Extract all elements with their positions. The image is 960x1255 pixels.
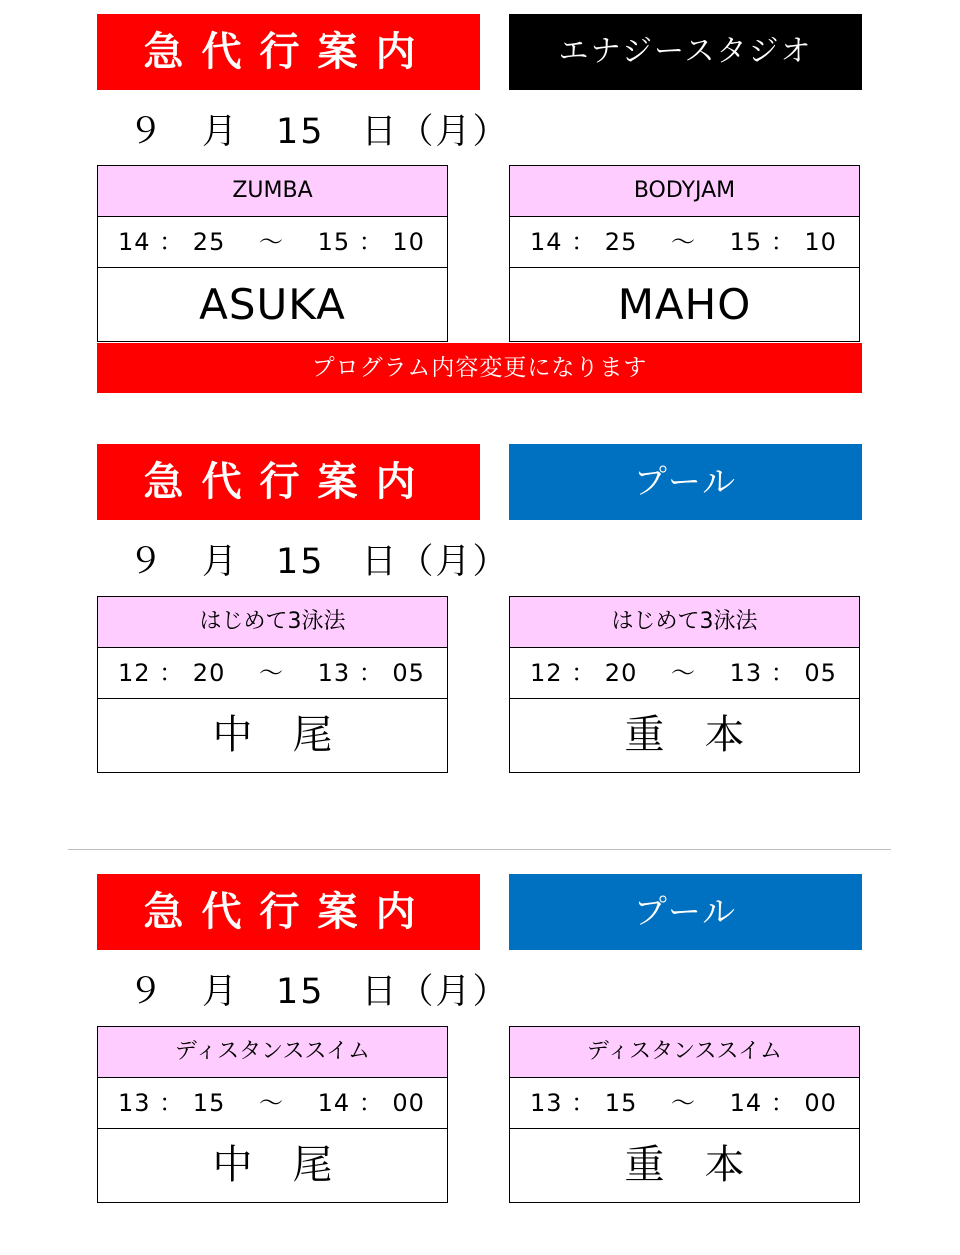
instructor-name: MAHO bbox=[617, 280, 752, 329]
program-name: ディスタンススイム bbox=[98, 1027, 447, 1078]
notice-title: 急代行案内 bbox=[97, 874, 480, 950]
class-time: 12 ： 20 ～ 13 ： 05 bbox=[98, 648, 447, 699]
program-name: ZUMBA bbox=[98, 166, 447, 217]
class-time: 13 ： 15 ～ 14 ： 00 bbox=[510, 1078, 859, 1129]
program-name: はじめて3泳法 bbox=[510, 597, 859, 648]
instructor-name: 重本 bbox=[624, 712, 785, 758]
program-name: BODYJAM bbox=[510, 166, 859, 217]
class-card-right bbox=[509, 1026, 860, 1203]
notice-date: ９ 月 15 日（月） bbox=[128, 542, 510, 582]
notice-title: 急代行案内 bbox=[97, 14, 480, 90]
program-name: はじめて3泳法 bbox=[98, 597, 447, 648]
class-time: 12 ： 20 ～ 13 ： 05 bbox=[510, 648, 859, 699]
class-time: 14 ： 25 ～ 15 ： 10 bbox=[510, 217, 859, 268]
class-card-left bbox=[97, 1026, 448, 1203]
program-name: ディスタンススイム bbox=[510, 1027, 859, 1078]
instructor-name: ASUKA bbox=[199, 280, 346, 329]
notice-date: ９ 月 15 日（月） bbox=[128, 972, 510, 1012]
category-label: エナジースタジオ bbox=[509, 14, 862, 90]
program-change-note: プログラム内容変更になります bbox=[97, 343, 862, 393]
instructor-name: 中尾 bbox=[212, 712, 373, 758]
section-divider bbox=[68, 849, 891, 850]
class-card-left bbox=[97, 596, 448, 773]
instructor-name: 中尾 bbox=[212, 1142, 373, 1188]
category-label: プール bbox=[509, 444, 862, 520]
class-card-right bbox=[509, 165, 860, 342]
notice-date: ９ 月 15 日（月） bbox=[128, 112, 510, 152]
class-time: 14 ： 25 ～ 15 ： 10 bbox=[98, 217, 447, 268]
notice-title: 急代行案内 bbox=[97, 444, 480, 520]
instructor-name: 重本 bbox=[624, 1142, 785, 1188]
category-label: プール bbox=[509, 874, 862, 950]
class-card-right bbox=[509, 596, 860, 773]
class-card-left bbox=[97, 165, 448, 342]
class-time: 13 ： 15 ～ 14 ： 00 bbox=[98, 1078, 447, 1129]
